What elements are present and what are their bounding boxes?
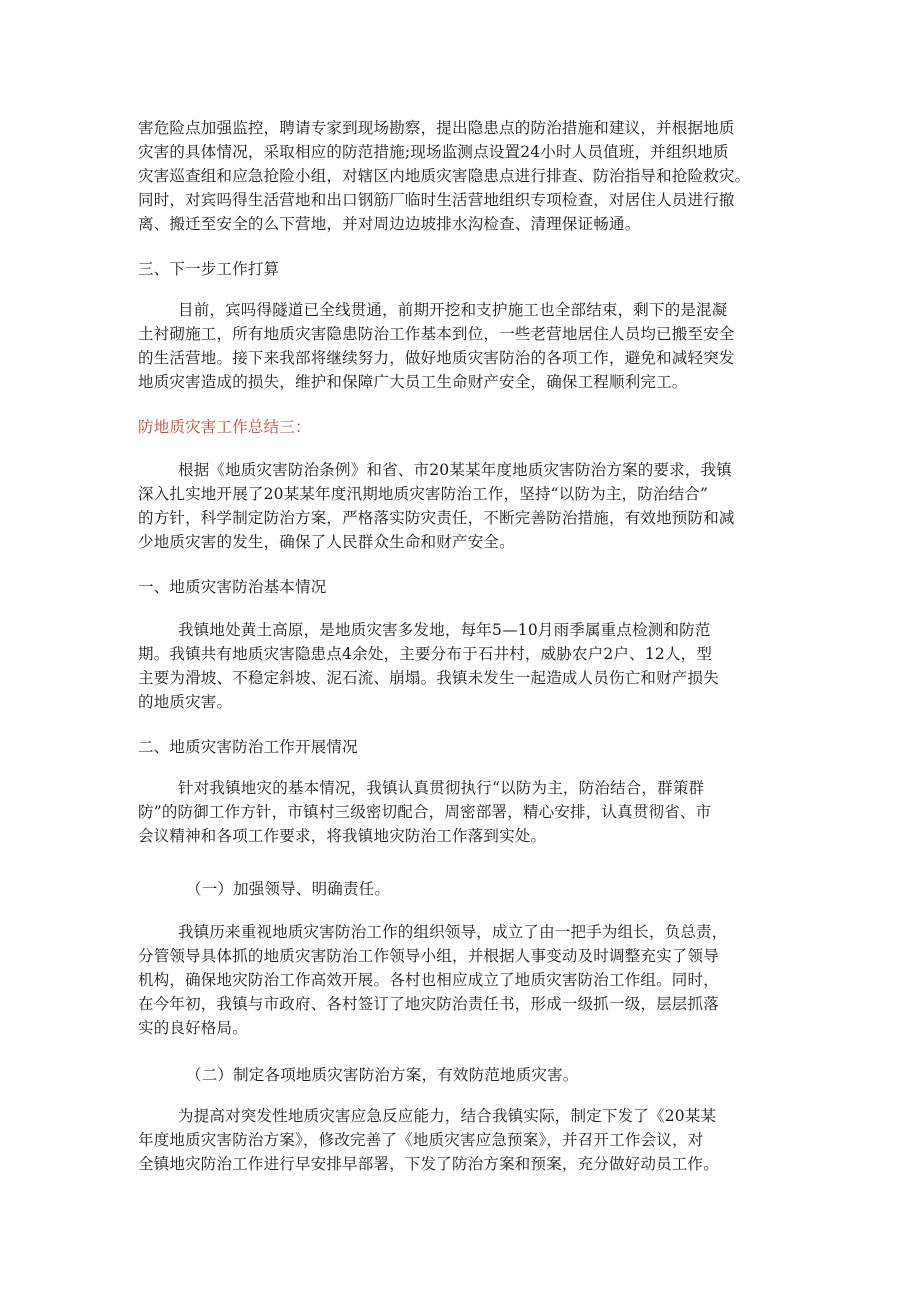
paragraph-plans xyxy=(138,1104,778,1176)
text-line: 年度地质灾害防治方案》，修改完善了《地质灾害应急预案》，并召开工作会议，对 xyxy=(138,1131,704,1149)
subheading-leadership xyxy=(138,877,778,901)
heading-text: 二、地质灾害防治工作开展情况 xyxy=(138,738,358,756)
text-line: 针对我镇地灾的基本情况，我镇认真贯彻执行“以防为主，防治结合，群策群 xyxy=(178,779,705,797)
text-line: 害危险点加强监控，聘请专家到现场勘察，提出隐患点的防治措施和建议，并根据地质 xyxy=(138,119,735,137)
text-line: 我镇地处黄土高原，是地质灾害多发地，每年5—10月雨季属重点检测和防范 xyxy=(178,621,711,639)
red-heading-text: 防地质灾害工作总结三： xyxy=(138,418,311,436)
subheading-text: （二）制定各项地质灾害防治方案，有效防范地质灾害。 xyxy=(186,1066,579,1084)
text-line: 为提高对突发性地质灾害应急反应能力，结合我镇实际，制定下发了《20某某 xyxy=(178,1107,717,1125)
paragraph-leadership xyxy=(138,920,778,1040)
text-line: 我镇历来重视地质灾害防治工作的组织领导，成立了由一把手为组长，负总责， xyxy=(178,923,728,941)
text-line: 的方针，科学制定防治方案，严格落实防灾责任，不断完善防治措施，有效地预防和减 xyxy=(138,509,735,527)
text-line: 防”的防御工作方针，市镇村三级密切配合，周密部署，精心安排，认真贯彻省、市 xyxy=(138,803,712,821)
text-line: 地质灾害造成的损失，维护和保障广大员工生命财产安全，确保工程顺利完工。 xyxy=(138,373,688,391)
section-heading-basic-situation xyxy=(138,575,778,599)
text-line: 期。我镇共有地质灾害隐患点4余处，主要分布于石井村，威胁农户2户、12人，型 xyxy=(138,645,713,663)
paragraph-next-steps xyxy=(138,298,778,394)
paragraph-basic-situation xyxy=(138,618,778,714)
text-line: 在今年初，我镇与市政府、各村签订了地灾防治责任书，形成一级抓一级，层层抓落 xyxy=(138,995,719,1013)
subheading-plans xyxy=(138,1063,778,1087)
paragraph-intro xyxy=(138,458,778,554)
heading-text: 三、下一步工作打算 xyxy=(138,260,280,278)
text-line: 的地质灾害。 xyxy=(138,693,233,711)
text-line: 主要为滑坡、不稳定斜坡、泥石流、崩塌。我镇未发生一起造成人员伤亡和财产损失 xyxy=(138,669,719,687)
paragraph-prevention-measures xyxy=(138,116,778,236)
subheading-text: （一）加强领导、明确责任。 xyxy=(186,880,391,898)
text-line: 少地质灾害的发生，确保了人民群众生命和财产安全。 xyxy=(138,533,515,551)
text-line: 的生活营地。接下来我部将继续努力，做好地质灾害防治的各项工作，避免和减轻突发 xyxy=(138,349,735,367)
heading-text: 一、地质灾害防治基本情况 xyxy=(138,578,327,596)
text-line: 同时，对宾吗得生活营地和出口钢筋厂临时生活营地组织专项检查，对居住人员进行撤 xyxy=(138,191,735,209)
section-heading-next-steps xyxy=(138,257,778,281)
text-line: 灾害的具体情况，采取相应的防范措施;现场监测点设置24小时人员值班，并组织地质 xyxy=(138,143,729,161)
text-line: 实的良好格局。 xyxy=(138,1019,248,1037)
paragraph-work-progress xyxy=(138,776,778,848)
text-line: 灾害巡查组和应急抢险小组，对辖区内地质灾害隐患点进行排查、防治指导和抢险救灾。 xyxy=(138,167,751,185)
text-line: 土衬砌施工，所有地质灾害隐患防治工作基本到位，一些老营地居住人员均已搬至安全 xyxy=(138,325,735,343)
text-line: 全镇地灾防治工作进行早安排早部署，下发了防治方案和预案，充分做好动员工作。 xyxy=(138,1155,719,1173)
text-line: 会议精神和各项工作要求，将我镇地灾防治工作落到实处。 xyxy=(138,827,547,845)
text-line: 目前，宾吗得隧道已全线贯通，前期开挖和支护施工也全部结束，剩下的是混凝 xyxy=(178,301,728,319)
text-line: 机构，确保地灾防治工作高效开展。各村也相应成立了地质灾害防治工作组。同时， xyxy=(138,971,719,989)
text-line: 根据《地质灾害防治条例》和省、市20某某年度地质灾害防治方案的要求，我镇 xyxy=(178,461,732,479)
text-line: 离、搬迁至安全的么下营地，并对周边边坡排水沟检查、清理保证畅通。 xyxy=(138,215,641,233)
summary-three-title xyxy=(138,415,778,439)
text-line: 深入扎实地开展了20某某年度汛期地质灾害防治工作，坚持“以防为主，防治结合” xyxy=(138,485,709,503)
text-line: 分管领导具体抓的地质灾害防治工作领导小组，并根据人事变动及时调整充实了领导 xyxy=(138,947,719,965)
section-heading-work-progress xyxy=(138,735,778,759)
